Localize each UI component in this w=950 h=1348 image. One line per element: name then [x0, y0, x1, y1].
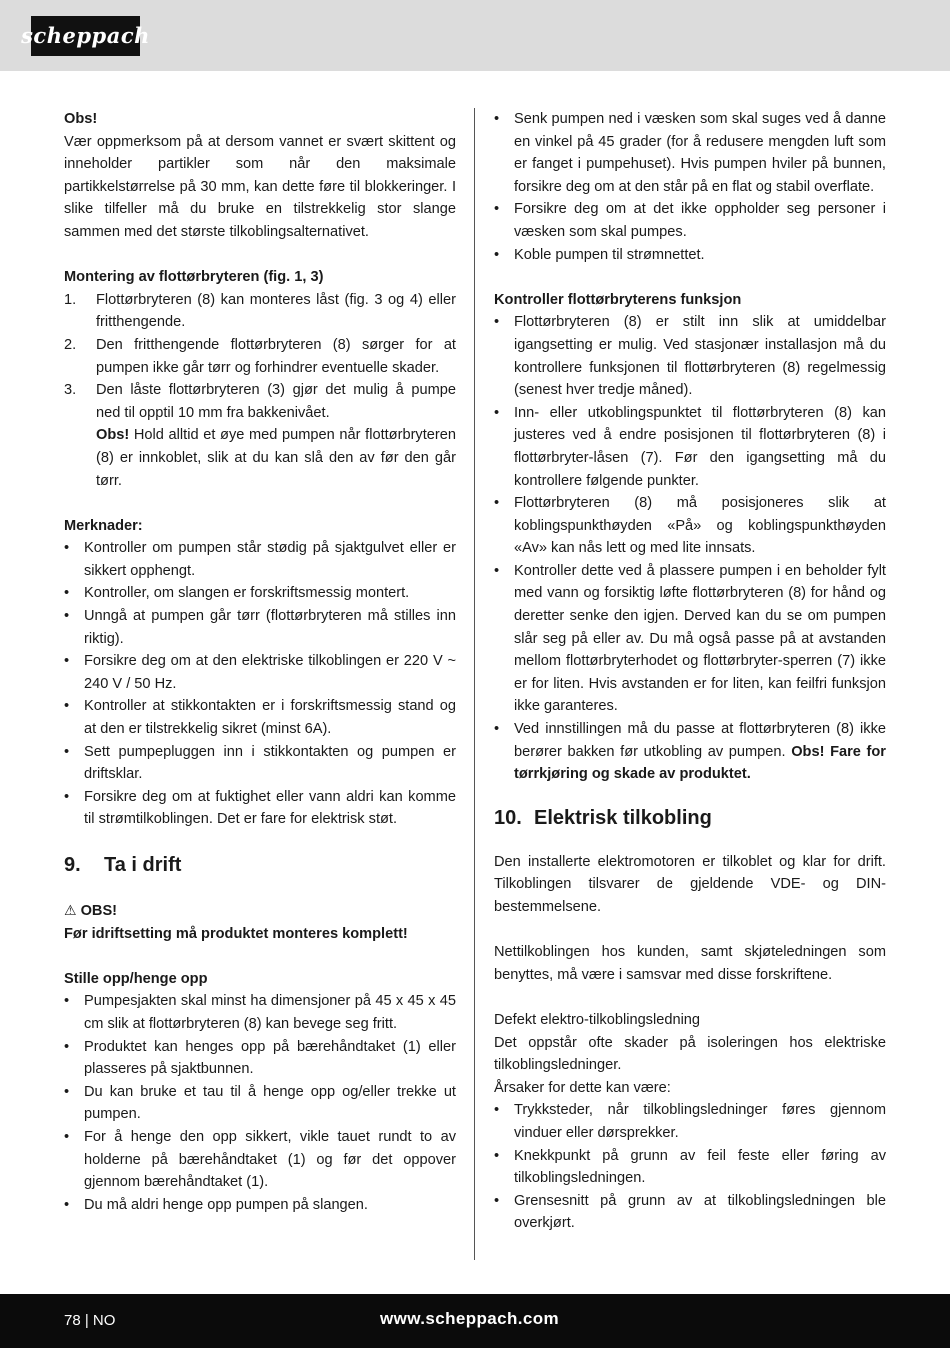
scheppach-logo: scheppach	[31, 16, 140, 56]
defect-text: Det oppstår ofte skader på isoleringen hos elektriske tilkoblingsledninger.	[494, 1034, 886, 1074]
obs-title: Obs!	[64, 111, 98, 127]
list-item: • Knekkpunkt på grunn av feil feste eller føring av tilkoblingsledningen.	[494, 1145, 886, 1190]
list-item: • Forsikre deg om at den elektriske tilkoblingen er 220 V ~ 240 V / 50 Hz.	[64, 650, 456, 695]
page-number: 78 | NO	[64, 1312, 116, 1329]
mount-steps	[64, 289, 456, 492]
list-item: • Kontroller at stikkontakten er i forskriftsmessig stand og at den er tilstrekkelig sikret (minst 6A).	[64, 695, 456, 740]
list-item: • Unngå at pumpen går tørr (flottørbryteren må stilles inn riktig).	[64, 605, 456, 650]
section-9-heading: 9. Ta i drift	[64, 854, 182, 876]
setup-list	[64, 990, 456, 1216]
mount-step-note: Obs! Hold alltid et øye med pumpen når flottørbryteren (8) er innkoblet, slik at du kan slå den av før den går tørr.	[96, 427, 456, 489]
connection-paragraph-2: Nettilkoblingen hos kunden, samt skjøteledningen som benyttes, må være i samsvar med disse forskriftene.	[494, 944, 886, 983]
list-item: • Kontroller om pumpen står stødig på sjaktgulvet eller er sikkert opphengt.	[64, 537, 456, 582]
list-item: • Forsikre deg om at det ikke oppholder seg personer i væsken som skal pumpes.	[494, 198, 886, 243]
website-link[interactable]: www.scheppach.com	[380, 1309, 560, 1328]
notes-list	[64, 537, 456, 831]
mount-step: 2. Den fritthengende flottørbryteren (8) sørger for at pumpen ikke går tørr og forhindrer eventuelle skader.	[64, 336, 456, 376]
list-item: • Flottørbryteren (8) er stilt inn slik at umiddelbar igangsetting er mulig. Ved stasjonær installasjon må du kontrollere funksjonen til flottørbryteren (8) regelmessig (senest hver tredje måned).	[494, 311, 886, 401]
causes-intro: Årsaker for dette kan være:	[494, 1079, 671, 1096]
list-item: • Grensesnitt på grunn av at tilkoblingsledningen ble overkjørt.	[494, 1190, 886, 1235]
list-item: • Kontroller dette ved å plassere pumpen i en beholder fylt med vann og forsiktig løfte flottørbryteren (8) for hånd og deretter senke den igjen. Derved kan du se om pumpen slår seg på eller av. Du må også passe på at avstanden mellom flottørbryterhodet og flottørbryter-sperren (7) ikke er for liten. Hvis avstanden er for liten, kan feilfri funksjon ikke garanteres.	[494, 560, 886, 718]
list-item: • For å henge den opp sikkert, vikle tauet rundt to av holderne på bærehåndtaket (1) og før det oppover gjennom bærehåndtaket (1).	[64, 1126, 456, 1194]
top-list	[494, 108, 886, 266]
check-title: Kontroller flottørbryterens funksjon	[494, 291, 742, 308]
list-item: • Du kan bruke et tau til å henge opp og/eller trekke ut pumpen.	[64, 1081, 456, 1126]
mount-step: 1. Flottørbryteren (8) kan monteres låst (fig. 3 og 4) eller fritthengende.	[64, 291, 456, 331]
list-item: • Kontroller, om slangen er forskriftsmessig montert.	[64, 582, 456, 605]
list-item: • Du må aldri henge opp pumpen på slangen.	[64, 1194, 456, 1217]
connection-paragraph-1: Den installerte elektromotoren er tilkoblet og klar for drift. Tilkoblingen tilsvarer de gjeldende VDE- og DIN-bestemmelsene.	[494, 853, 886, 915]
list-item: • Produktet kan henges opp på bærehåndtaket (1) eller plasseres på sjaktbunnen.	[64, 1036, 456, 1081]
defect-title: Defekt elektro-tilkoblingsledning	[494, 1011, 701, 1028]
causes-list	[494, 1099, 886, 1235]
warning-icon: ⚠	[64, 902, 77, 918]
mount-step: 3. Den låste flottørbryteren (3) gjør det mulig å pumpe ned til opptil 10 mm fra bakkenivået. Obs! Hold alltid et øye med pumpen når flottørbryteren (8) er innkoblet, slik at du kan slå den av før den går tørr.	[64, 379, 456, 492]
header-bar	[0, 0, 950, 71]
list-item: • Koble pumpen til strømnettet.	[494, 244, 886, 267]
list-item: • Senk pumpen ned i væsken som skal suges ved å danne en vinkel på 45 grader (for å redusere mengden luft som er fanget i pumpehuset). Hvis pumpen hviler på bunnen, forsikre deg om at den står på en flat og stabil overflate.	[494, 108, 886, 198]
list-item: • Sett pumpepluggen inn i stikkontakten og pumpen er driftsklar.	[64, 741, 456, 786]
section-10-heading: 10. Elektrisk tilkobling	[494, 806, 712, 829]
list-item: • Inn- eller utkoblingspunktet til flottørbryteren (8) kan justeres ved å endre posisjonen til flottørbryteren (8) i flottørbryter-låsen (7). Før den igangsetting må du kontrollere følgende punkter.	[494, 402, 886, 492]
list-item: • Pumpesjakten skal minst ha dimensjoner på 45 x 45 x 45 cm slik at flottørbryteren (8) kan bevege seg fritt.	[64, 990, 456, 1035]
check-list	[494, 311, 886, 785]
footer-bar	[0, 1294, 950, 1348]
list-item: • Trykksteder, når tilkoblingsledninger føres gjennom vinduer eller dørsprekker.	[494, 1099, 886, 1144]
list-item: • Ved innstillingen må du passe at flottørbryteren (8) ikke berører bakken før utkobling av pumpen. Obs! Fare for tørrkjøring og skade av produktet.	[494, 718, 886, 786]
mount-title: Montering av flottørbryteren (fig. 1, 3)	[64, 269, 324, 286]
obs-text: Vær oppmerksom på at dersom vannet er svært skittent og inneholder partikler som når den maksimale partikkelstørrelse på 30 mm, kan dette føre til blokkeringer. I slike tilfeller må du bruke en tilstrekkelig stor slange sammen med det største tilkoblingsalternativet.	[64, 133, 456, 240]
notes-title: Merknader:	[64, 517, 143, 534]
right-column	[494, 108, 886, 1235]
warning-text: Før idriftsetting må produktet monteres komplett!	[64, 925, 408, 942]
list-item: • Flottørbryteren (8) må posisjoneres slik at koblingspunkthøyden «På» og koblingspunkthøyden «Av» kan nås lett og med lite innsats.	[494, 492, 886, 560]
warning-label: ⚠ OBS!	[64, 899, 456, 923]
list-item: • Forsikre deg om at fuktighet eller vann aldri kan komme til strømtilkoblingen. Det er fare for elektrisk støt.	[64, 786, 456, 831]
left-column	[64, 108, 456, 1216]
setup-title: Stille opp/henge opp	[64, 970, 208, 987]
column-divider	[474, 108, 475, 1260]
